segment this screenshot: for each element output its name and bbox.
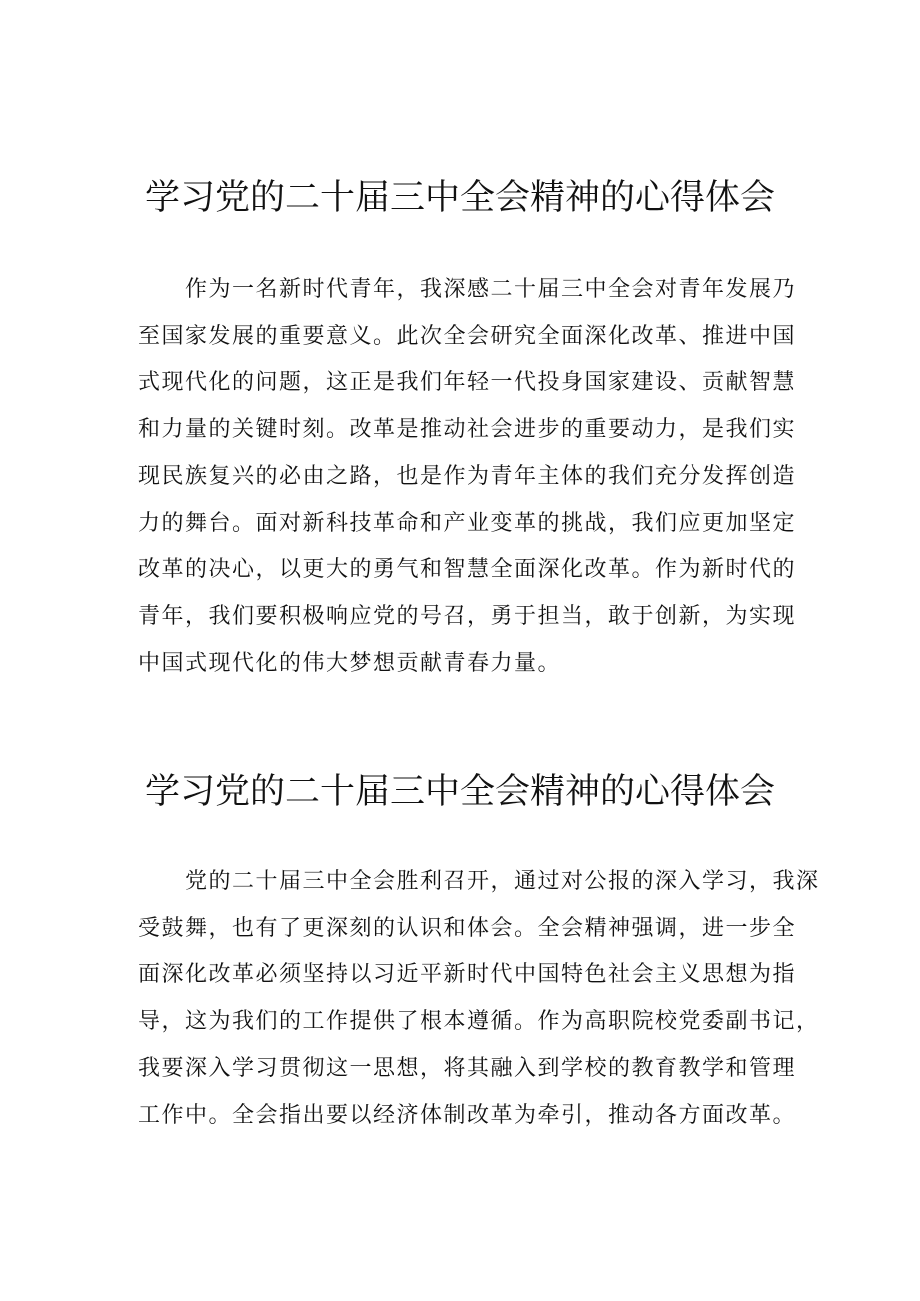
body-line: 改革的决心，以更大的勇气和智慧全面深化改革。作为新时代的 [138,557,797,583]
body-line: 面深化改革必须坚持以习近平新时代中国特色社会主义思想为指 [138,962,797,988]
body-line: 式现代化的问题，这正是我们年轻一代投身国家建设、贡献智慧 [138,370,797,396]
body-line: 党的二十届三中全会胜利召开，通过对公报的深入学习，我深 [138,869,820,894]
body-line: 受鼓舞，也有了更深刻的认识和体会。全会精神强调，进一步全 [138,915,797,941]
body-line: 导，这为我们的工作提供了根本遵循。作为高职院校党委副书记， [138,1009,820,1035]
section-title: 学习党的二十届三中全会精神的心得体会 [145,772,776,812]
section-title: 学习党的二十届三中全会精神的心得体会 [145,178,776,218]
body-line: 力的舞台。面对新科技革命和产业变革的挑战，我们应更加坚定 [138,510,797,536]
section-body [138,859,820,1139]
body-line: 现民族复兴的必由之路，也是作为青年主体的我们充分发挥创造 [138,463,797,489]
body-line: 青年，我们要积极响应党的号召，勇于担当，敢于创新，为实现 [138,603,797,629]
body-line: 和力量的关键时刻。改革是推动社会进步的重要动力，是我们实 [138,417,797,443]
body-line: 中国式现代化的伟大梦想贡献青春力量。 [138,650,562,676]
section-body [138,267,797,687]
body-line: 工作中。全会指出要以经济体制改革为牵引，推动各方面改革。 [138,1102,797,1128]
body-line: 我要深入学习贯彻这一思想，将其融入到学校的教育教学和管理 [138,1055,797,1081]
body-line: 作为一名新时代青年，我深感二十届三中全会对青年发展乃 [138,277,797,302]
body-line: 至国家发展的重要意义。此次全会研究全面深化改革、推进中国 [138,323,797,349]
